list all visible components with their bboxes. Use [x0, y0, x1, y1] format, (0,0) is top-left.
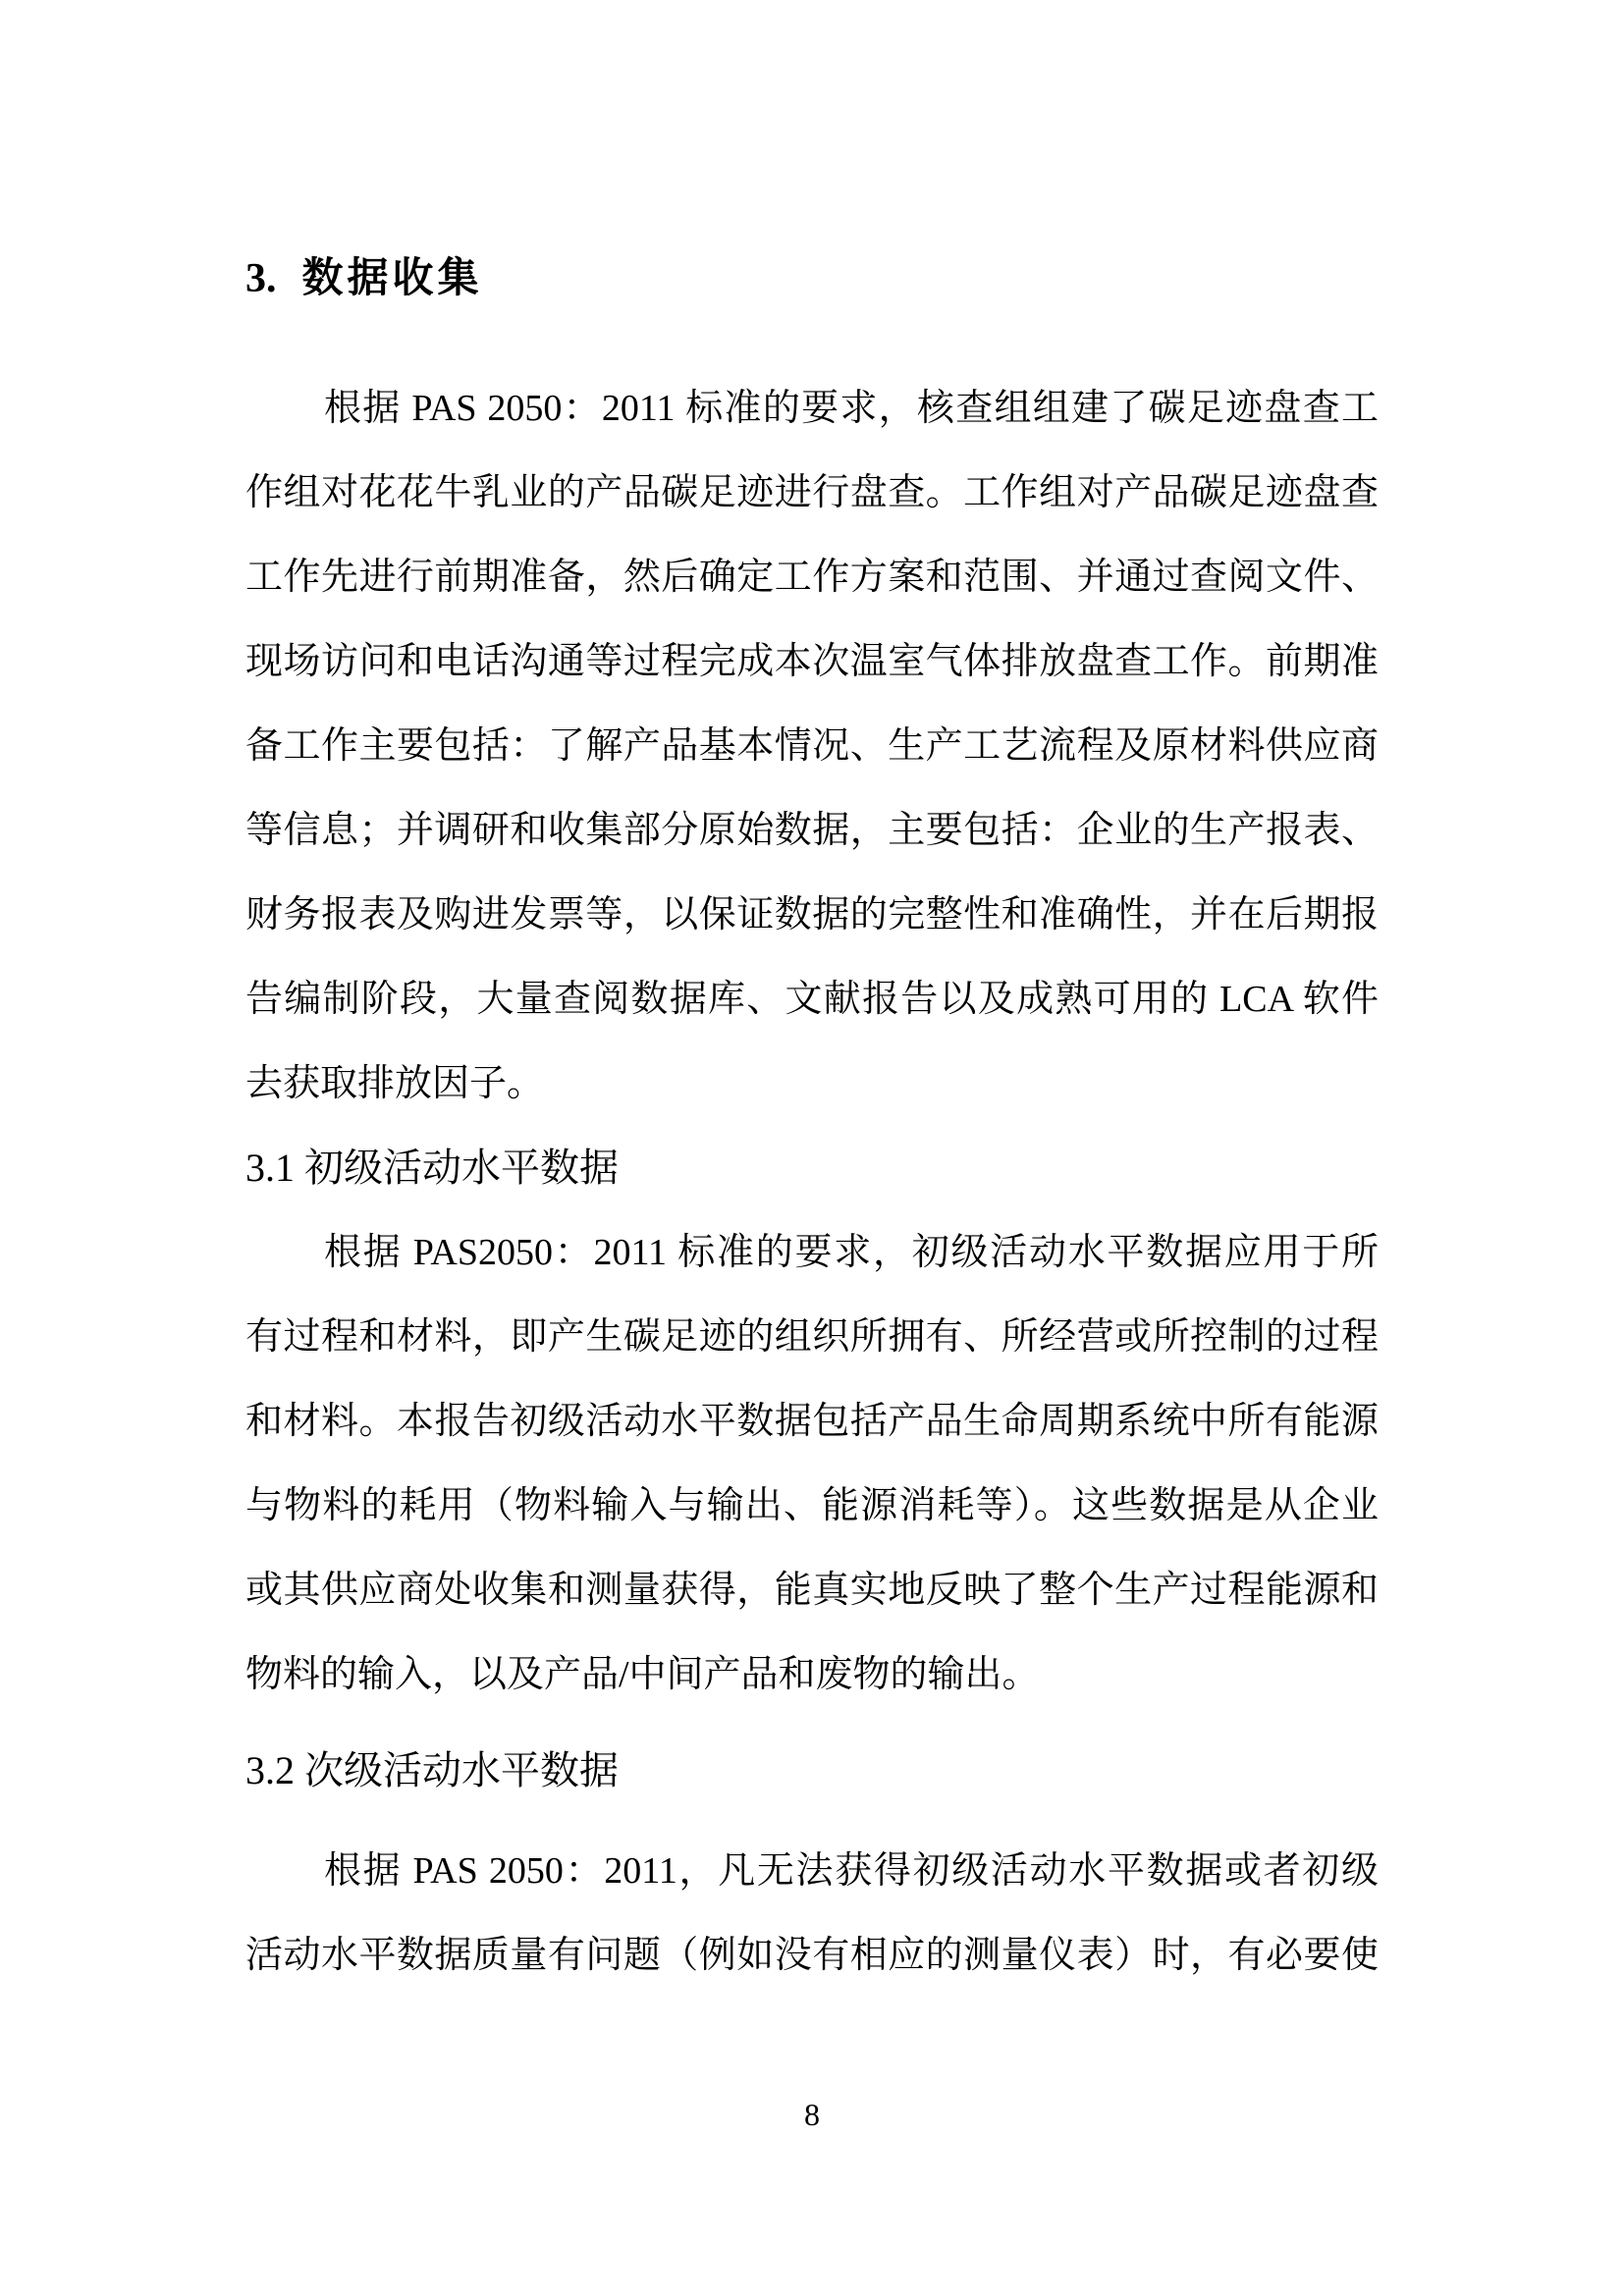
section-title: 数据收集	[301, 256, 483, 301]
text-line: 有过程和材料，即产生碳足迹的组织所拥有、所经营或所控制的过程	[245, 1316, 1379, 1358]
text-line: 和材料。本报告初级活动水平数据包括产品生命周期系统中所有能源	[245, 1401, 1379, 1442]
paragraph	[245, 1829, 1379, 1998]
text-line: 根据 PAS 2050：2011 标准的要求，核查组组建了碳足迹盘查工	[324, 388, 1379, 429]
subsection-heading: 3.1 初级活动水平数据	[245, 1146, 619, 1190]
text-line: 或其供应商处收集和测量获得，能真实地反映了整个生产过程能源和	[245, 1570, 1379, 1611]
text-line: 物料的输入，以及产品/中间产品和废物的输出。	[245, 1654, 1040, 1695]
text-line: 作组对花花牛乳业的产品碳足迹进行盘查。工作组对产品碳足迹盘查	[245, 472, 1379, 513]
text-line: 备工作主要包括：了解产品基本情况、生产工艺流程及原材料供应商	[245, 725, 1379, 767]
text-line: 财务报表及购进发票等，以保证数据的完整性和准确性，并在后期报	[245, 894, 1379, 935]
section-heading	[245, 237, 1379, 321]
text-line: 活动水平数据质量有问题（例如没有相应的测量仪表）时，有必要使	[245, 1935, 1379, 1976]
text-line: 去获取排放因子。	[245, 1063, 545, 1104]
text-line: 工作先进行前期准备，然后确定工作方案和范围、并通过查阅文件、	[245, 557, 1379, 598]
text-line: 现场访问和电话沟通等过程完成本次温室气体排放盘查工作。前期准	[245, 641, 1379, 682]
paragraph	[245, 1210, 1379, 1717]
document-body	[245, 237, 1379, 1998]
subsection-heading: 3.2 次级活动水平数据	[245, 1748, 619, 1792]
section-number: 3.	[245, 256, 277, 301]
text-line: 根据 PAS 2050：2011，凡无法获得初级活动水平数据或者初级	[324, 1850, 1379, 1892]
text-line: 等信息；并调研和收集部分原始数据，主要包括：企业的生产报表、	[245, 810, 1379, 851]
text-line: 告编制阶段，大量查阅数据库、文献报告以及成熟可用的 LCA 软件	[245, 979, 1379, 1020]
paragraph	[245, 366, 1379, 1126]
text-line: 根据 PAS2050：2011 标准的要求，初级活动水平数据应用于所	[324, 1232, 1379, 1273]
text-line: 与物料的耗用（物料输入与输出、能源消耗等）。这些数据是从企业	[245, 1485, 1379, 1526]
page-number: 8	[804, 2097, 820, 2132]
